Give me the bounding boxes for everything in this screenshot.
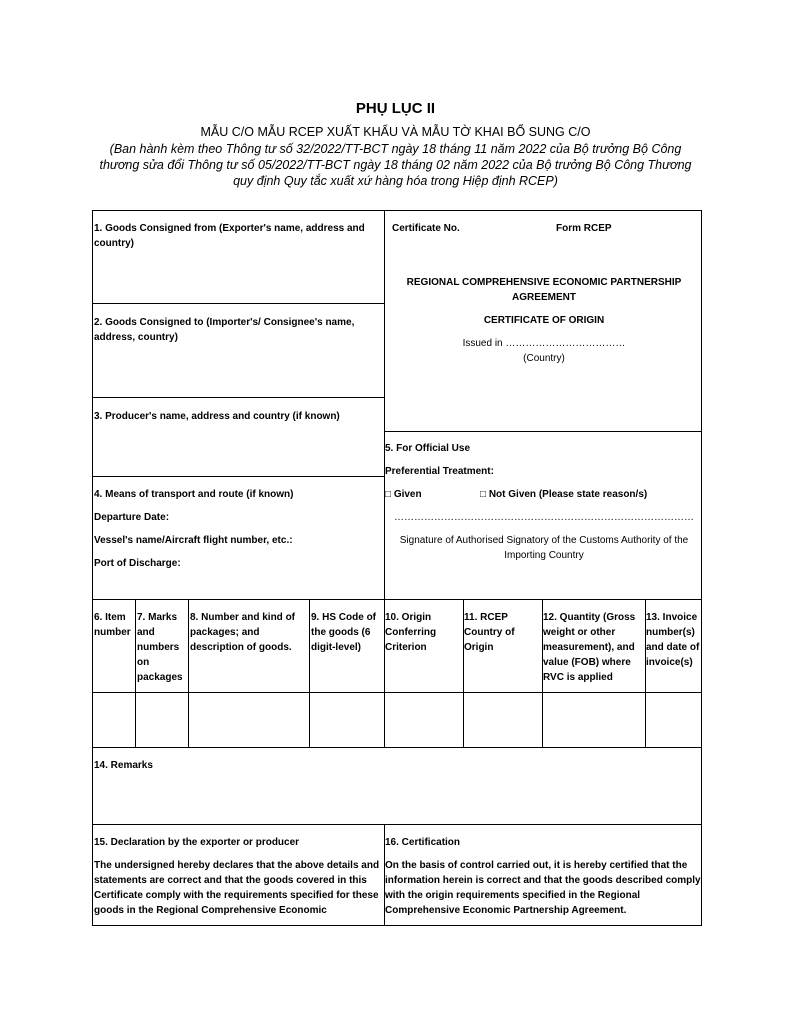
certificate-of-origin-title: CERTIFICATE OF ORIGIN [483, 315, 605, 326]
preferential-treatment-label: Preferential Treatment: [385, 466, 494, 477]
certificate-no-label: Certificate No. [392, 223, 460, 234]
box-15-declaration-text: The undersigned hereby declares that the above details and statements are correct and that the goods covered in this Certificate comply with the requirements specified for these goods in the Regional Comprehensive Economic [94, 860, 380, 916]
reason-dotted-line: ……………………………………………………………………………… [394, 512, 694, 523]
rcep-certificate-form [92, 210, 702, 926]
col-8-packages-description: 8. Number and kind of packages; and description of goods. [190, 612, 296, 653]
box-16-certification: 16. Certification [385, 837, 461, 848]
box-16-certification-text: On the basis of control carried out, it is hereby certified that the information herein is correct and that the goods described comply with the origin requirements specified in the Regional Comprehensive Economic Partnership Agreement. [385, 860, 701, 916]
country-caption: (Country) [523, 353, 565, 364]
box-3-producer: 3. Producer's name, address and country (if known) [94, 411, 340, 422]
page-title: PHỤ LỤC II [355, 100, 436, 117]
agreement-title: REGIONAL COMPREHENSIVE ECONOMIC PARTNERSHIP AGREEMENT [406, 277, 682, 303]
departure-date-label: Departure Date: [94, 512, 170, 523]
col-10-origin-criterion: 10. Origin Conferring Criterion [385, 612, 437, 653]
box-4-transport-route: 4. Means of transport and route (if known) [94, 489, 294, 500]
given-checkbox[interactable]: □ Given [385, 489, 422, 500]
col-13-invoice: 13. Invoice number(s) and date of invoice(s) [646, 612, 700, 668]
col-11-country-of-origin: 11. RCEP Country of Origin [464, 612, 515, 653]
col-12-quantity-value: 12. Quantity (Gross weight or other measurement), and value (FOB) where RVC is applied [543, 612, 636, 683]
col-6-item-number: 6. Item number [94, 612, 131, 638]
vessel-name-label: Vessel's name/Aircraft flight number, etc.: [94, 535, 293, 546]
form-rcep-label: Form RCEP [556, 223, 612, 234]
page-subtitle: MẪU C/O MẪU RCEP XUẤT KHẨU VÀ MẪU TỜ KHAI BỔ SUNG C/O [200, 125, 591, 139]
box-2-goods-consigned-to: 2. Goods Consigned to (Importer's/ Consignee's name, address, country) [94, 317, 355, 343]
col-9-hs-code: 9. HS Code of the goods (6 digit-level) [311, 612, 377, 653]
box-14-remarks: 14. Remarks [94, 760, 153, 771]
not-given-checkbox[interactable]: □ Not Given (Please state reason/s) [480, 489, 648, 500]
box-15-declaration: 15. Declaration by the exporter or producer [94, 837, 300, 848]
box-1-goods-consigned-from: 1. Goods Consigned from (Exporter's name, address and country) [94, 223, 365, 249]
port-of-discharge-label: Port of Discharge: [94, 558, 181, 569]
legal-basis-note: (Ban hành kèm theo Thông tư số 32/2022/TT-BCT ngày 18 tháng 11 năm 2022 của Bộ trưởng Bộ Công thương sửa đổi Thông tư số 05/2022/TT-BCT ngày 18 tháng 02 năm 2022 của Bộ trưởng Bộ Công Thương quy định Quy tắc xuất xứ hàng hóa trong Hiệp định RCEP) [99, 142, 692, 188]
customs-signature-caption: Signature of Authorised Signatory of the Customs Authority of the Importing Country [399, 535, 689, 561]
col-7-marks-numbers: 7. Marks and numbers on packages [137, 612, 183, 683]
issued-in-line: Issued in ……………………………… [462, 338, 626, 349]
box-5-official-use: 5. For Official Use [385, 443, 471, 454]
